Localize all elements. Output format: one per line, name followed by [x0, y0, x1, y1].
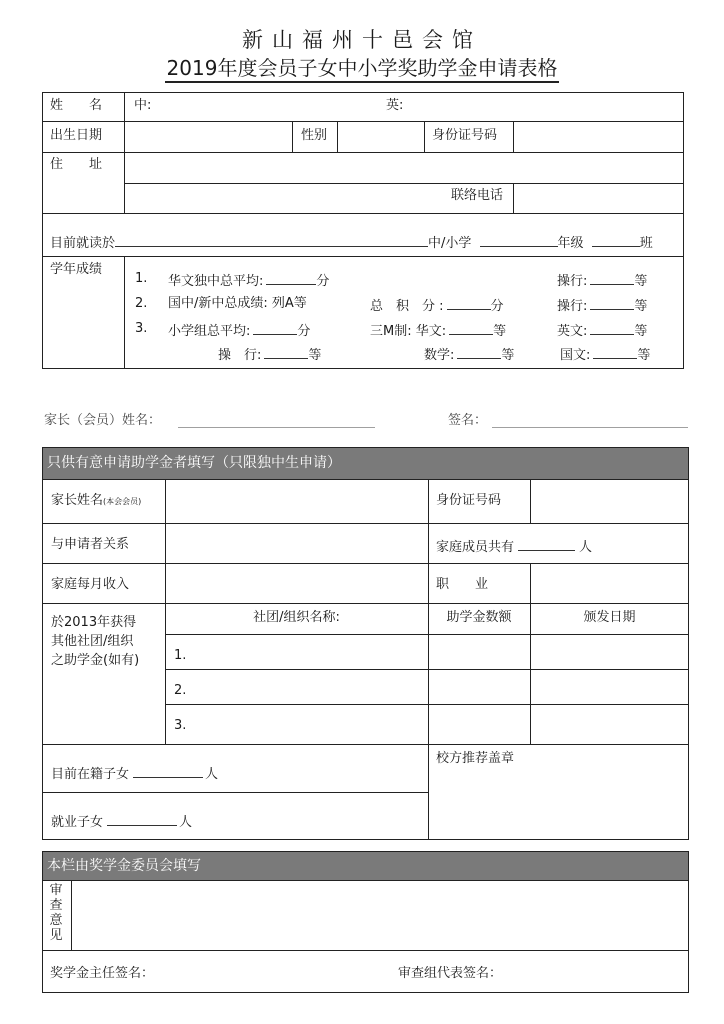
result-4-math-label: 数学: — [424, 348, 455, 363]
aid-row-1-input[interactable] — [190, 636, 426, 668]
school-line — [50, 233, 653, 252]
aid-parent-name-input[interactable] — [167, 481, 426, 522]
divider — [42, 213, 684, 214]
review-label — [48, 883, 64, 943]
children-in-school-input[interactable] — [133, 764, 203, 778]
result-3-unit: 分 — [297, 324, 311, 339]
dob-input[interactable] — [126, 123, 290, 151]
family-members — [436, 537, 592, 556]
divider — [42, 950, 689, 951]
result-2-number: 2. — [135, 296, 148, 311]
result-4-malay — [560, 345, 650, 364]
result-2-conduct-input[interactable] — [590, 296, 634, 310]
result-3-chinese-input[interactable] — [449, 321, 493, 335]
parent-name-input[interactable] — [178, 427, 375, 428]
result-3-chinese-unit: 等 — [493, 324, 507, 339]
result-2-conduct — [557, 296, 647, 315]
signature-label: 签名： — [448, 413, 488, 428]
divider — [424, 121, 425, 152]
result-4-conduct-unit: 等 — [308, 348, 322, 363]
divider — [42, 563, 689, 564]
result-4-math-unit: 等 — [501, 348, 515, 363]
relation-input[interactable] — [167, 525, 426, 562]
school-name-input[interactable] — [115, 233, 428, 247]
aid-parent-name-label — [51, 493, 141, 510]
family-members-input[interactable] — [518, 537, 575, 551]
divider — [513, 121, 514, 152]
aid-row-2-number: 2. — [174, 683, 187, 698]
divider — [292, 121, 293, 152]
family-members-label: 家庭成员共有 — [436, 540, 515, 555]
gender-label: 性别 — [301, 128, 328, 143]
divider — [124, 183, 684, 184]
result-2-total — [370, 296, 504, 315]
committee-section-header: 本栏由奖学金委员会填写 — [42, 851, 689, 881]
divider — [42, 523, 689, 524]
name-english-label: 英: — [386, 98, 404, 113]
aid-row-1-number: 1. — [174, 648, 187, 663]
review-char: 意 — [49, 913, 63, 928]
chair-signature-input[interactable] — [160, 955, 380, 989]
divider — [42, 603, 689, 604]
monthly-income-label: 家庭每月收入 — [51, 577, 130, 592]
review-char: 查 — [49, 898, 63, 913]
divider — [530, 479, 531, 523]
result-3-english — [557, 321, 647, 340]
result-4-math-input[interactable] — [457, 345, 501, 359]
result-4-malay-input[interactable] — [593, 345, 637, 359]
result-2-label: 国中/新中总成绩: 列A等 — [168, 296, 307, 311]
occupation-label: 职 业 — [436, 577, 489, 592]
parent-name-label: 家长（会员）姓名： — [44, 413, 162, 428]
school-stamp-area[interactable] — [430, 770, 686, 838]
review-comments-input[interactable] — [73, 882, 686, 949]
result-3-3m — [370, 321, 506, 340]
result-1-unit: 分 — [316, 274, 330, 289]
signature-input[interactable] — [492, 427, 688, 428]
address-input[interactable] — [126, 154, 681, 182]
children-in-school — [51, 764, 218, 783]
result-4-conduct-label: 操 行: — [218, 348, 262, 363]
aid-parent-name-text: 家长姓名 — [51, 493, 104, 508]
phone-input[interactable] — [515, 185, 681, 212]
dob-label: 出生日期 — [50, 128, 103, 143]
class-input[interactable] — [592, 233, 640, 247]
result-2-total-unit: 分 — [490, 299, 504, 314]
column-header-date: 颁发日期 — [583, 610, 636, 625]
other-aid-label-3: 之助学金(如有) — [51, 653, 140, 668]
results-label: 学年成绩 — [50, 262, 103, 277]
review-char: 见 — [49, 928, 63, 943]
divider — [165, 634, 689, 635]
result-3-english-unit: 等 — [634, 324, 648, 339]
result-3-english-label: 英文: — [557, 324, 588, 339]
divider — [428, 479, 429, 840]
divider — [124, 256, 125, 369]
form-title-text: 2019年度会员子女中小学奖助学金申请表格 — [165, 56, 560, 83]
name-chinese-input[interactable] — [155, 94, 375, 120]
result-1-conduct-input[interactable] — [590, 271, 634, 285]
result-4-malay-unit: 等 — [637, 348, 651, 363]
result-1-input[interactable] — [266, 271, 316, 285]
family-members-unit: 人 — [579, 540, 593, 555]
form-title — [0, 55, 724, 81]
children-in-school-label: 目前在籍子女 — [51, 767, 130, 782]
result-3 — [168, 321, 310, 340]
result-4-math — [424, 345, 514, 364]
name-label: 姓 名 — [50, 98, 103, 113]
divider — [71, 880, 72, 950]
occupation-input[interactable] — [532, 565, 686, 602]
school-prefix: 目前就读於 — [50, 236, 116, 251]
result-2-total-input[interactable] — [447, 296, 491, 310]
address-label: 住 址 — [50, 157, 103, 172]
children-in-school-unit: 人 — [205, 767, 219, 782]
other-aid-label-1: 於2013年获得 — [51, 615, 137, 630]
result-1-conduct-label: 操行: — [557, 274, 588, 289]
result-3-3m-label: 三M制: 华文: — [370, 324, 447, 339]
aid-row-3-input[interactable] — [190, 706, 426, 743]
divider — [42, 152, 684, 153]
gender-input[interactable] — [339, 123, 422, 151]
divider — [530, 563, 531, 744]
class-label: 班 — [639, 236, 653, 251]
divider — [42, 256, 684, 257]
school-stamp-label: 校方推荐盖章 — [436, 751, 515, 766]
review-char: 审 — [49, 883, 63, 898]
result-4-conduct — [218, 345, 321, 364]
result-1 — [168, 271, 329, 290]
relation-label: 与申请者关系 — [51, 537, 130, 552]
aid-row-3-number: 3. — [174, 718, 187, 733]
result-3-input[interactable] — [253, 321, 297, 335]
divider — [513, 183, 514, 213]
divider — [165, 704, 689, 705]
result-4-conduct-input[interactable] — [264, 345, 308, 359]
divider — [42, 744, 689, 745]
id-label: 身份证号码 — [432, 128, 498, 143]
employed-children-input[interactable] — [107, 812, 177, 826]
employed-children — [51, 812, 192, 831]
aid-row-2-input[interactable] — [190, 671, 426, 703]
result-1-label: 华文独中总平均: — [168, 274, 264, 289]
result-4-malay-label: 国文: — [560, 348, 591, 363]
school-suffix: 中/小学 — [428, 236, 472, 251]
other-aid-label-2: 其他社团/组织 — [51, 634, 134, 649]
aid-id-input[interactable] — [532, 481, 686, 522]
aid-parent-name-note: (本会会员) — [103, 497, 142, 506]
divider — [337, 121, 338, 152]
divider — [124, 92, 125, 213]
chair-signature-label: 奖学金主任签名： — [50, 966, 155, 981]
result-3-english-input[interactable] — [590, 321, 634, 335]
divider — [42, 121, 684, 122]
result-3-label: 小学组总平均: — [168, 324, 251, 339]
employed-children-unit: 人 — [179, 815, 193, 830]
result-1-number: 1. — [135, 271, 148, 286]
result-2-conduct-label: 操行: — [557, 299, 588, 314]
organization-name: 新山福州十邑会馆 — [242, 28, 482, 52]
name-english-input[interactable] — [408, 94, 678, 120]
reviewer-signature-input[interactable] — [510, 955, 685, 989]
grade-label: 年级 — [557, 236, 584, 251]
result-3-number: 3. — [135, 321, 148, 336]
result-2-total-label: 总 积 分 : — [370, 299, 444, 314]
result-1-conduct — [557, 271, 647, 290]
reviewer-signature-label: 审查组代表签名： — [398, 966, 503, 981]
result-2-conduct-unit: 等 — [634, 299, 648, 314]
phone-label: 联络电话 — [451, 188, 504, 203]
divider — [165, 669, 689, 670]
result-1-conduct-unit: 等 — [634, 274, 648, 289]
divider — [42, 792, 428, 793]
grade-input[interactable] — [480, 233, 558, 247]
aid-id-label: 身份证号码 — [436, 493, 502, 508]
column-header-amount: 助学金数额 — [446, 610, 512, 625]
monthly-income-input[interactable] — [167, 565, 426, 602]
id-input[interactable] — [515, 123, 681, 151]
aid-section-header: 只供有意申请助学金者填写（只限独中生申请） — [42, 447, 689, 480]
column-header-organization: 社团/组织名称: — [253, 610, 340, 625]
employed-children-label: 就业子女 — [51, 815, 104, 830]
name-chinese-label: 中: — [134, 98, 152, 113]
